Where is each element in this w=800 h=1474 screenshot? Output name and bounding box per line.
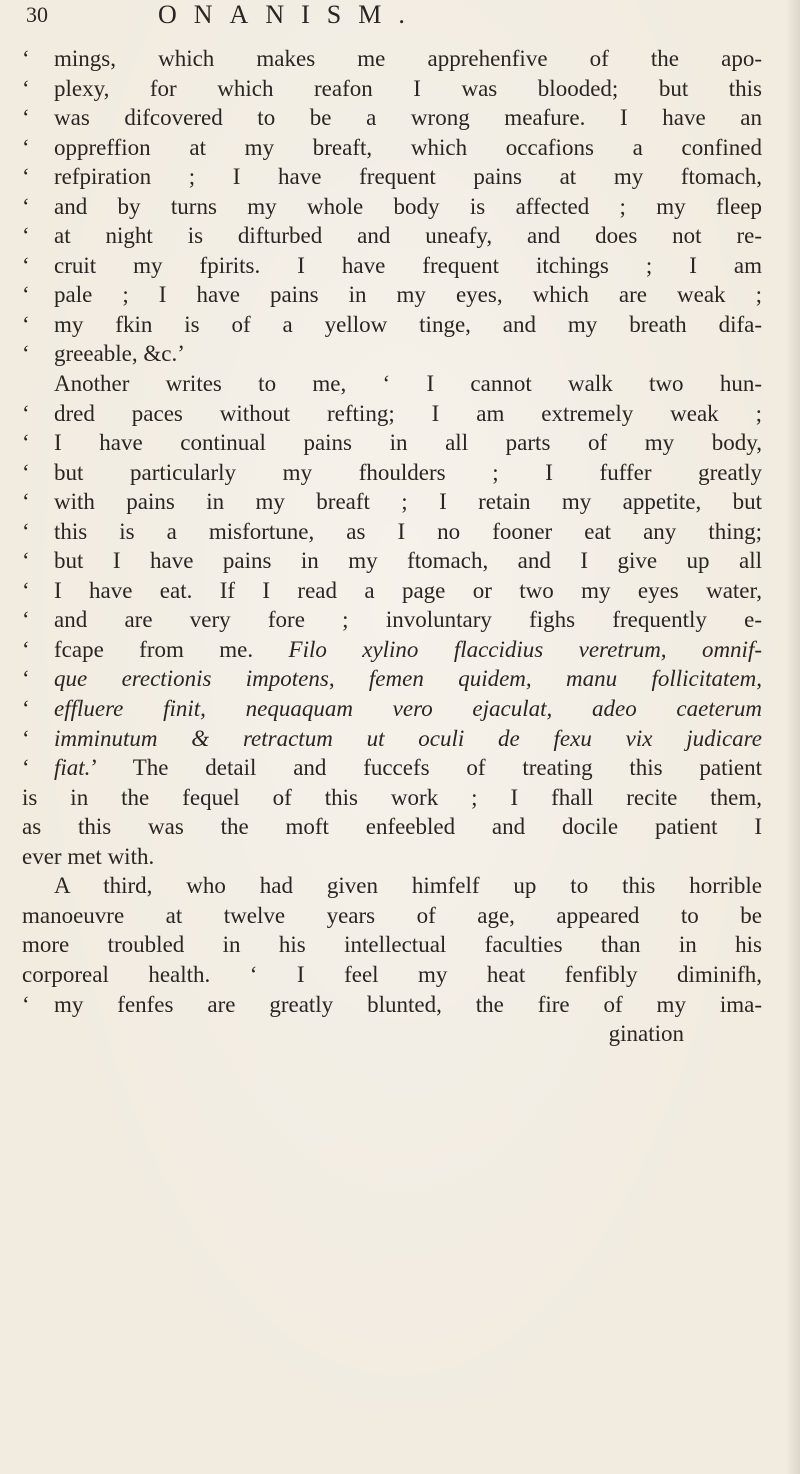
line-text: but I have pains in my ftomach, and I give up all bbox=[54, 548, 762, 574]
text-line bbox=[22, 901, 762, 931]
latin-passage: effluere finit, nequaquam vero ejaculat, adeo caeterum bbox=[54, 696, 762, 722]
quote-mark: ‘ bbox=[22, 341, 30, 367]
text-line bbox=[22, 664, 762, 694]
quote-mark: ‘ bbox=[22, 518, 30, 544]
line-text: refpiration ; I have frequent pains at my ftomach, bbox=[54, 164, 762, 190]
running-title: ONANISM. bbox=[158, 0, 422, 29]
quote-mark: ‘ bbox=[22, 252, 30, 278]
text-line bbox=[22, 192, 762, 222]
text-line bbox=[22, 458, 762, 488]
text-line bbox=[22, 812, 762, 842]
line-text: ’ The detail and fuccefs of treating this patient bbox=[90, 755, 762, 781]
text-line bbox=[22, 369, 762, 399]
text-line bbox=[22, 162, 762, 192]
quote-mark: ‘ bbox=[22, 311, 30, 337]
page-number: 30 bbox=[26, 2, 48, 27]
quote-mark: ‘ bbox=[22, 134, 30, 160]
catchword: gination bbox=[608, 1021, 684, 1047]
line-text: cruit my fpirits. I have frequent itchings ; I am bbox=[54, 252, 762, 278]
line-text: plexy, for which reafon I was blooded; but this bbox=[54, 75, 762, 101]
quote-mark: ‘ bbox=[22, 75, 30, 101]
quote-mark: ‘ bbox=[22, 282, 30, 308]
quote-mark: ‘ bbox=[22, 459, 30, 485]
text-line bbox=[22, 871, 762, 901]
line-text: corporeal health. ‘ I feel my heat fenfibly diminifh, bbox=[22, 961, 762, 987]
quote-mark: ‘ bbox=[22, 577, 30, 603]
text-line bbox=[22, 251, 762, 281]
quote-mark: ‘ bbox=[22, 755, 30, 781]
body-text bbox=[22, 44, 762, 1049]
quote-mark: ‘ bbox=[22, 193, 30, 219]
quote-mark: ‘ bbox=[22, 666, 30, 692]
quote-mark: ‘ bbox=[22, 223, 30, 249]
line-text: A third, who had given himfelf up to this horrible bbox=[54, 873, 762, 899]
quote-mark: ‘ bbox=[22, 991, 30, 1017]
text-line bbox=[22, 842, 762, 872]
quote-mark: ‘ bbox=[22, 164, 30, 190]
latin-passage: imminutum & retractum ut oculi de fexu vix judicare bbox=[54, 725, 762, 751]
text-line bbox=[22, 960, 762, 990]
line-text: mings, which makes me apprehenfive of the apo- bbox=[54, 46, 762, 71]
text-line bbox=[22, 133, 762, 163]
quote-mark: ‘ bbox=[22, 489, 30, 515]
text-line bbox=[22, 399, 762, 429]
text-line bbox=[22, 605, 762, 635]
latin-passage: que erectionis impotens, femen quidem, manu follicitatem, bbox=[54, 666, 762, 692]
quote-mark: ‘ bbox=[22, 400, 30, 426]
line-text: greeable, &c.’ bbox=[54, 341, 185, 367]
text-line bbox=[22, 310, 762, 340]
line-text: my fenfes are greatly blunted, the fire of my ima- bbox=[54, 991, 762, 1017]
page-header bbox=[26, 0, 786, 36]
line-text: manoeuvre at twelve years of age, appeared to be bbox=[22, 902, 762, 928]
line-text: I have eat. If I read a page or two my eyes water, bbox=[54, 577, 762, 603]
text-line bbox=[22, 635, 762, 665]
quote-mark: ‘ bbox=[22, 636, 30, 662]
latin-passage: fiat. bbox=[54, 755, 91, 781]
line-text: as this was the moft enfeebled and docile patient I bbox=[22, 814, 762, 840]
line-text: fcape from me. bbox=[54, 636, 254, 662]
line-text: more troubled in his intellectual faculties than in his bbox=[22, 932, 762, 958]
text-line bbox=[22, 546, 762, 576]
line-text: dred paces without refting; I am extremely weak ; bbox=[54, 400, 762, 426]
line-text: at night is difturbed and uneafy, and does not re- bbox=[54, 223, 762, 249]
text-line bbox=[22, 783, 762, 813]
text-line bbox=[22, 694, 762, 724]
line-text: with pains in my breaft ; I retain my appetite, but bbox=[54, 489, 762, 515]
line-text: was difcovered to be a wrong meafure. I have an bbox=[54, 105, 762, 131]
text-line bbox=[22, 724, 762, 754]
text-line bbox=[22, 753, 762, 783]
text-line bbox=[22, 44, 762, 74]
text-line bbox=[22, 74, 762, 104]
line-text: Another writes to me, ‘ I cannot walk two hun- bbox=[54, 371, 762, 397]
text-line bbox=[22, 280, 762, 310]
text-line bbox=[22, 221, 762, 251]
quote-mark: ‘ bbox=[22, 105, 30, 131]
text-line bbox=[22, 930, 762, 960]
line-text: pale ; I have pains in my eyes, which are weak ; bbox=[54, 282, 762, 308]
page-edge-shadow bbox=[786, 0, 800, 1474]
text-line bbox=[22, 990, 762, 1020]
quote-mark: ‘ bbox=[22, 430, 30, 456]
line-text: this is a misfortune, as I no fooner eat any thing; bbox=[54, 518, 762, 544]
quote-mark: ‘ bbox=[22, 607, 30, 633]
line-text: ever met with. bbox=[22, 843, 155, 869]
quote-mark: ‘ bbox=[22, 725, 30, 751]
quote-mark: ‘ bbox=[22, 548, 30, 574]
line-text: and are very fore ; involuntary fighs frequently e- bbox=[54, 607, 762, 633]
line-text: and by turns my whole body is affected ; my fleep bbox=[54, 193, 762, 219]
line-text: is in the fequel of this work ; I fhall recite them, bbox=[22, 784, 762, 810]
line-text: I have continual pains in all parts of my body, bbox=[54, 430, 762, 456]
text-line bbox=[22, 576, 762, 606]
line-text: my fkin is of a yellow tinge, and my breath difa- bbox=[54, 311, 762, 337]
line-text: oppreffion at my breaft, which occafions a confined bbox=[54, 134, 762, 160]
text-line bbox=[22, 428, 762, 458]
text-line bbox=[22, 517, 762, 547]
text-line bbox=[22, 487, 762, 517]
quote-mark: ‘ bbox=[22, 46, 30, 71]
quote-mark: ‘ bbox=[22, 696, 30, 722]
text-line bbox=[22, 103, 762, 133]
line-text: but particularly my fhoulders ; I fuffer greatly bbox=[54, 459, 762, 485]
latin-passage: Filo xylino flaccidius veretrum, omnif- bbox=[288, 636, 762, 662]
text-line bbox=[22, 339, 762, 369]
